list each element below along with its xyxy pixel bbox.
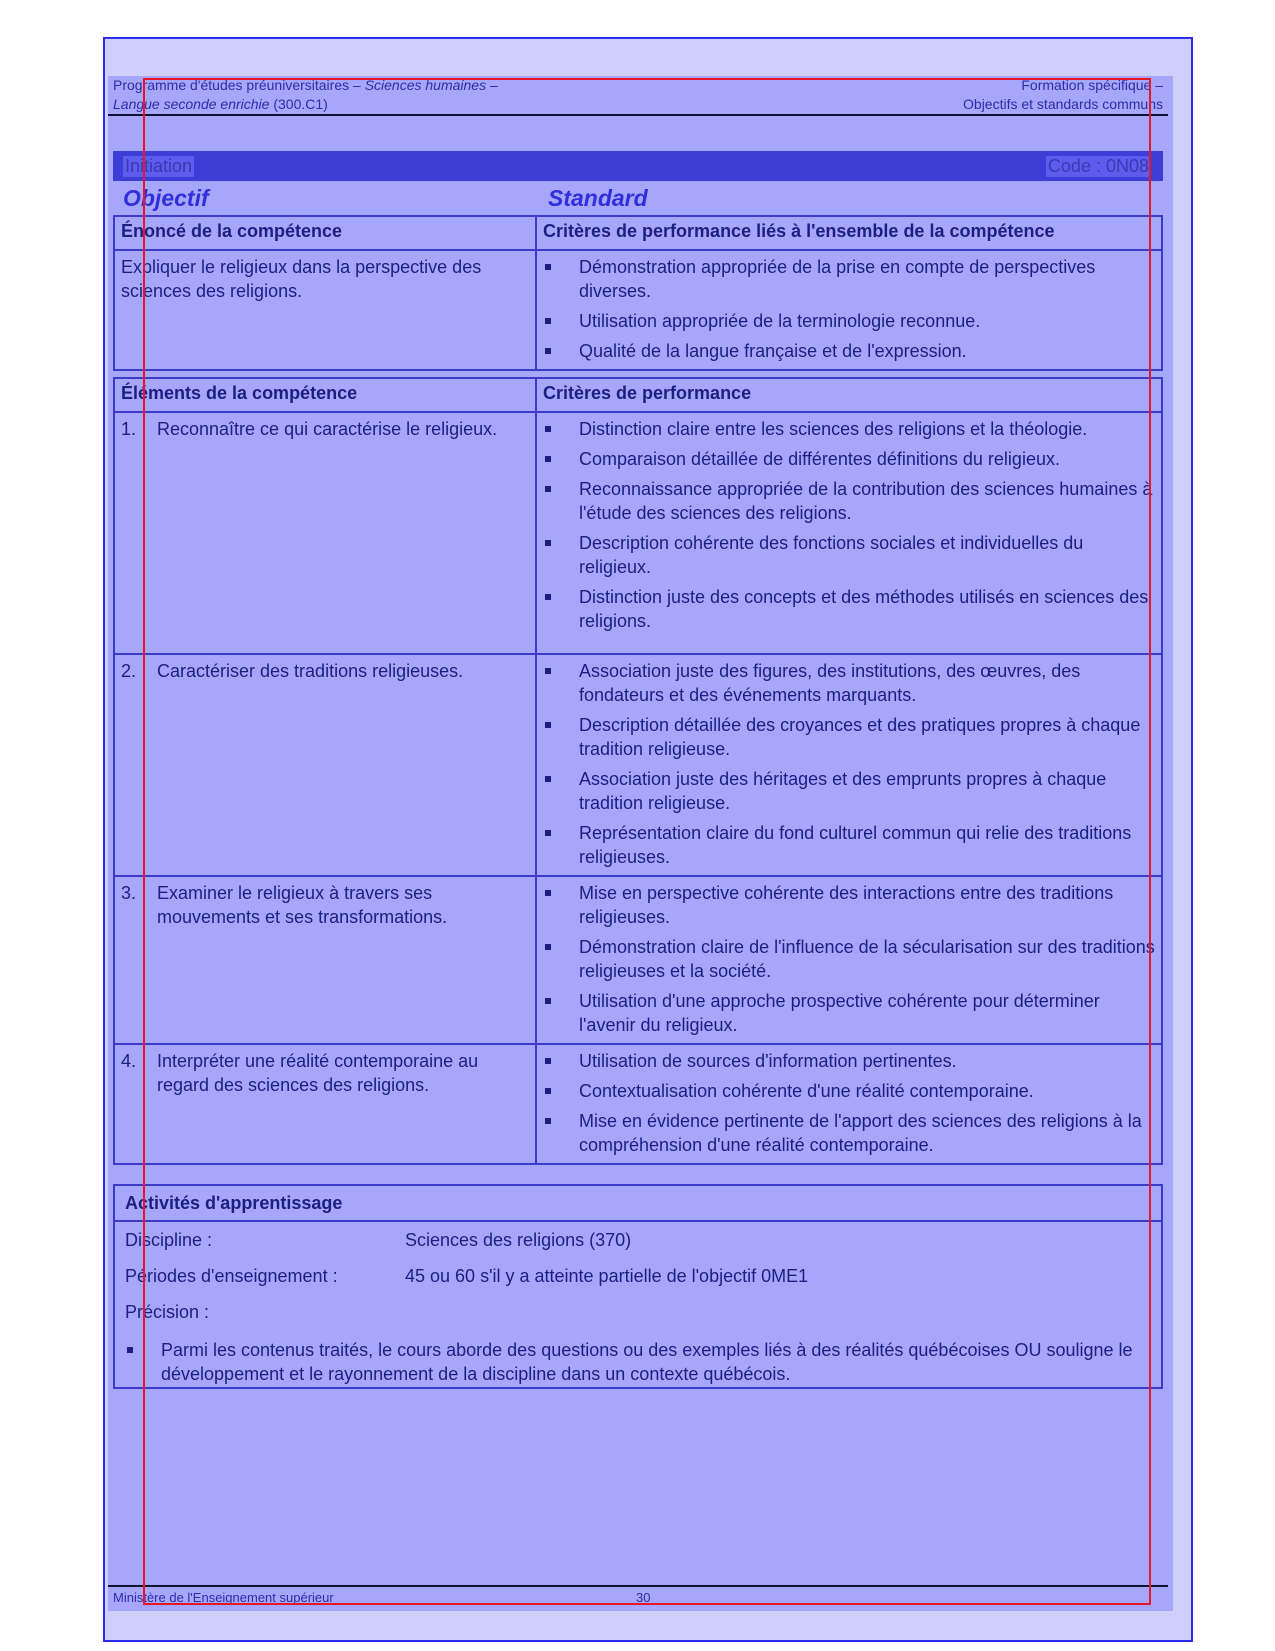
element-criteria-list [543, 417, 1155, 633]
header-rule [108, 114, 1168, 116]
element-number: 3. [121, 883, 137, 903]
element-criteria-list [543, 881, 1155, 1037]
competence-col2-header: Critères de performance liés à l'ensemble de la compétence [536, 216, 1162, 250]
criterion-item: Distinction juste des concepts et des méthodes utilisés en sciences des religions. [543, 585, 1155, 633]
element-text: Examiner le religieux à travers ses mouvements et ses transformations. [157, 883, 448, 927]
criterion-item: Utilisation d'une approche prospective cohérente pour déterminer l'avenir du religieux. [543, 989, 1155, 1037]
criterion-item: Comparaison détaillée de différentes définitions du religieux. [543, 447, 1155, 471]
competence-statement: Expliquer le religieux dans la perspective des sciences des religions. [121, 257, 482, 301]
competence-col1-header: Énoncé de la compétence [114, 216, 536, 250]
element-criteria-list [543, 659, 1155, 869]
criterion-item: Utilisation appropriée de la terminologie reconnue. [543, 309, 1155, 333]
elements-col2-header: Critères de performance [536, 378, 1162, 412]
title-band [113, 151, 1163, 181]
section-objectif: Objectif [123, 185, 209, 211]
competence-criteria-list [543, 255, 1155, 363]
criterion-item: Contextualisation cohérente d'une réalité contemporaine. [543, 1079, 1155, 1103]
activities-box [113, 1184, 1163, 1389]
footer-ministry: Ministère de l'Enseignement supérieur [113, 1590, 334, 1605]
section-standard: Standard [548, 185, 648, 211]
criterion-item: Qualité de la langue française et de l'expression. [543, 339, 1155, 363]
element-text: Caractériser des traditions religieuses. [157, 661, 464, 681]
criterion-item: Mise en perspective cohérente des interactions entre des traditions religieuses. [543, 881, 1155, 929]
criterion-item: Distinction claire entre les sciences des religions et la théologie. [543, 417, 1155, 441]
element-row [114, 876, 1162, 1044]
criterion-item: Utilisation de sources d'information pertinentes. [543, 1049, 1155, 1073]
activities-rule [115, 1220, 1161, 1222]
band-title: Initiation [125, 156, 193, 176]
criterion-item: Reconnaissance appropriée de la contribution des sciences humaines à l'étude des sciences des religions. [543, 477, 1155, 525]
header-program-prefix: Programme d'études préuniversitaires – [113, 77, 365, 93]
criterion-item: Démonstration appropriée de la prise en compte de perspectives diverses. [543, 255, 1155, 303]
band-code: Code : 0N08 [1047, 156, 1149, 176]
element-number: 4. [121, 1051, 137, 1071]
header-language-code: (300.C1) [269, 96, 328, 112]
activities-title: Activités d'apprentissage [125, 1193, 343, 1213]
criterion-item: Démonstration claire de l'influence de la sécularisation sur des traditions religieuses et la société. [543, 935, 1155, 983]
criterion-item: Mise en évidence pertinente de l'apport des sciences des religions à la compréhension d'une réalité contemporaine. [543, 1109, 1155, 1157]
criterion-item: Association juste des héritages et des emprunts propres à chaque tradition religieuse. [543, 767, 1155, 815]
element-number: 1. [121, 419, 137, 439]
header-program-suffix: – [486, 77, 498, 93]
discipline-value: Sciences des religions (370) [405, 1230, 632, 1250]
elements-table [113, 377, 1163, 1165]
precision-item: Parmi les contenus traités, le cours aborde des questions ou des exemples liés à des réalités québécoises OU souligne le développement et le rayonnement de la discipline dans un contexte québécois. [125, 1338, 1151, 1386]
criterion-item: Représentation claire du fond culturel commun qui relie des traditions religieuses. [543, 821, 1155, 869]
criterion-item: Association juste des figures, des institutions, des œuvres, des fondateurs et des événements marquants. [543, 659, 1155, 707]
element-text: Reconnaître ce qui caractérise le religieux. [157, 419, 498, 439]
element-row [114, 412, 1162, 654]
precision-list [125, 1334, 1151, 1392]
precision-label: Précision : [125, 1302, 210, 1322]
competence-table [113, 215, 1163, 371]
footer-rule [108, 1585, 1168, 1587]
element-row [114, 1044, 1162, 1164]
header-program [113, 76, 498, 94]
header-program-field: Sciences humaines [364, 77, 487, 93]
header-language-name: Langue seconde enrichie [113, 96, 270, 112]
page-number: 30 [636, 1590, 651, 1605]
element-number: 2. [121, 661, 137, 681]
periods-label: Périodes d'enseignement : [125, 1266, 338, 1286]
elements-col1-header: Éléments de la compétence [114, 378, 536, 412]
element-text: Interpréter une réalité contemporaine au regard des sciences des religions. [157, 1051, 479, 1095]
element-criteria-list [543, 1049, 1155, 1157]
header-language [113, 95, 328, 113]
header-formation: Formation spécifique – [1021, 77, 1163, 93]
header-objectives: Objectifs et standards communs [963, 96, 1163, 112]
criterion-item: Description détaillée des croyances et des pratiques propres à chaque tradition religieuse. [543, 713, 1155, 761]
element-row [114, 654, 1162, 876]
criterion-item: Description cohérente des fonctions sociales et individuelles du religieux. [543, 531, 1155, 579]
periods-value: 45 ou 60 s'il y a atteinte partielle de l'objectif 0ME1 [405, 1266, 809, 1286]
discipline-label: Discipline : [125, 1230, 213, 1250]
